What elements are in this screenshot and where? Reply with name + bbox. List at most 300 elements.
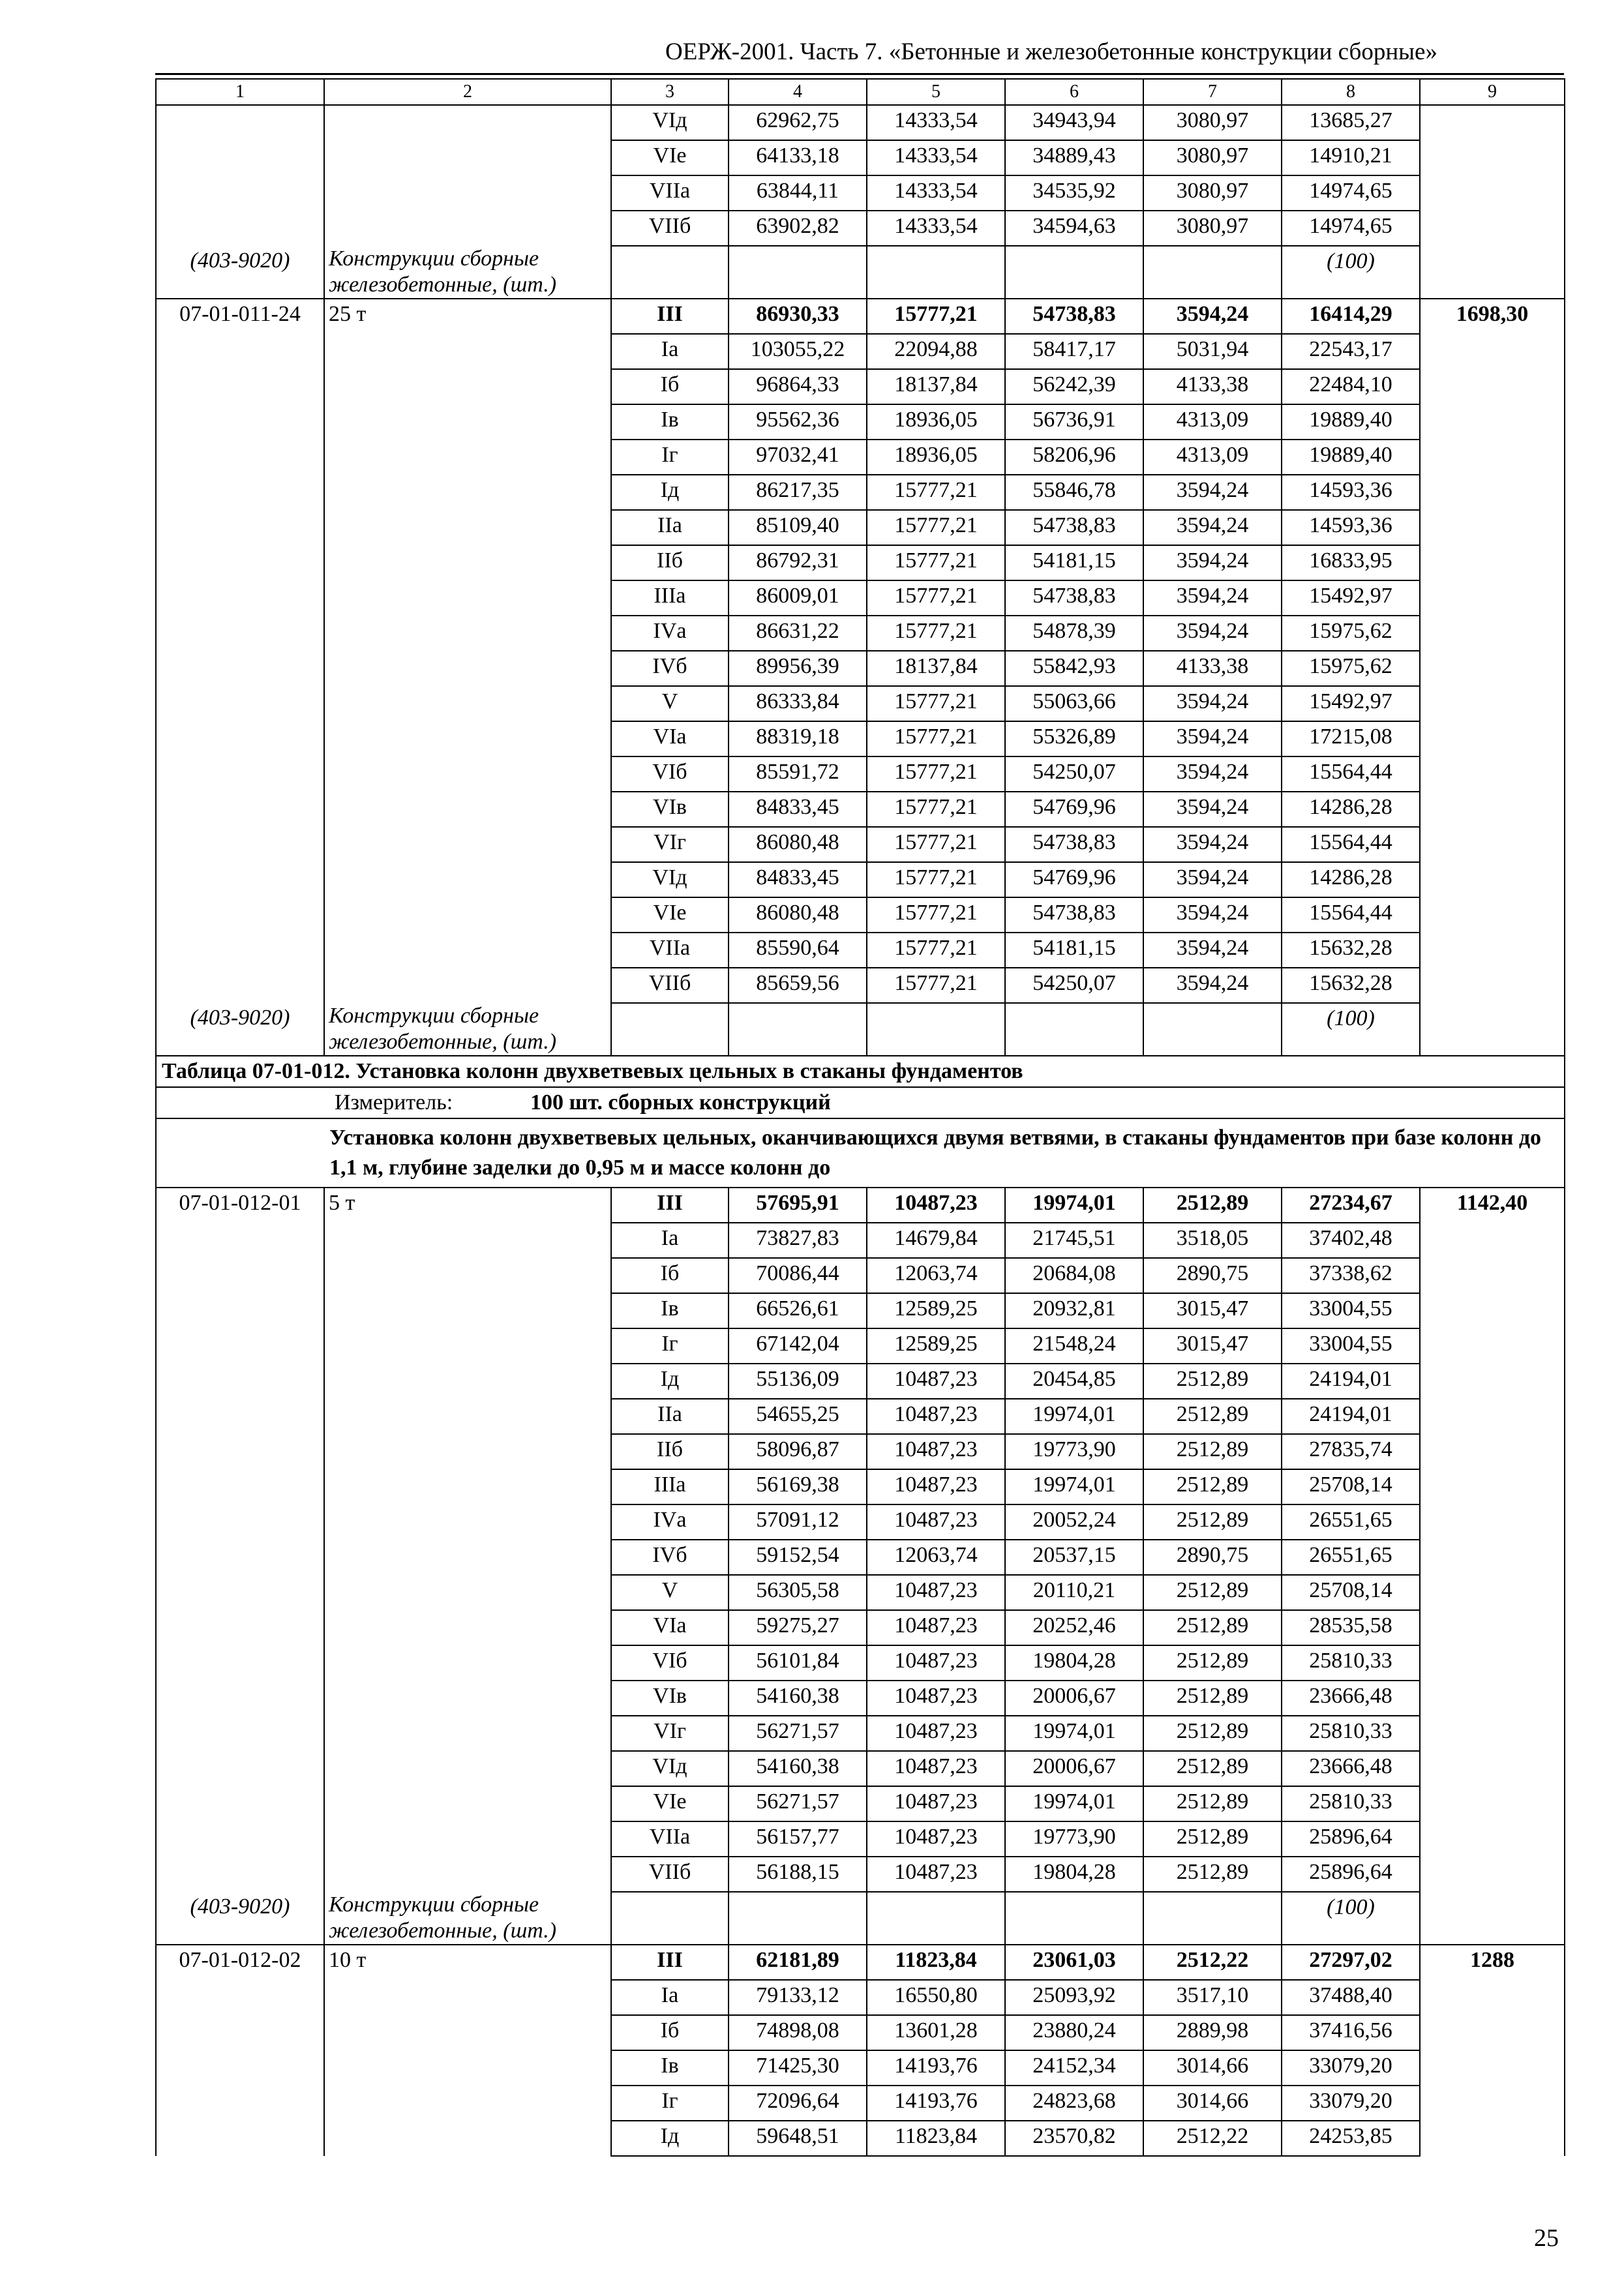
value-cell: 66526,61 [729,1293,867,1328]
rate-name-cell [324,721,611,756]
rate-name-cell [324,1751,611,1786]
value-cell: 70086,44 [729,1258,867,1293]
rate-name-cell [324,1540,611,1575]
labor-cell [1420,1399,1565,1434]
rate-name-cell [324,1857,611,1892]
labor-cell [1420,1434,1565,1469]
empty-cell [611,1892,729,1945]
rate-code-cell [156,1399,324,1434]
rate-name-cell [324,580,611,616]
rate-name-cell [324,1258,611,1293]
rate-code-cell [156,756,324,792]
rate-name-cell [324,369,611,404]
labor-cell [1420,651,1565,686]
rate-code-cell [156,580,324,616]
value-cell: 3594,24 [1143,721,1282,756]
table-row [156,2086,1565,2121]
zone-cell: VIе [611,1786,729,1821]
rates-table [155,78,1565,2157]
value-cell: 33079,20 [1282,2050,1420,2086]
zone-cell: Iв [611,404,729,440]
value-cell: 14593,36 [1282,475,1420,510]
value-cell: 10487,23 [867,1645,1005,1681]
value-cell: 25708,14 [1282,1469,1420,1504]
table-row [156,211,1565,246]
value-cell: 62181,89 [729,1945,867,1980]
zone-cell: III [611,1945,729,1980]
table-row [156,1469,1565,1504]
table-row [156,140,1565,175]
value-cell: 96864,33 [729,369,867,404]
labor-cell [1420,475,1565,510]
value-cell: 2512,89 [1143,1716,1282,1751]
labor-cell [1420,1540,1565,1575]
value-cell: 23880,24 [1005,2015,1143,2050]
value-cell: 16414,29 [1282,299,1420,334]
table-row [156,1188,1565,1223]
value-cell: 56169,38 [729,1469,867,1504]
zone-cell: V [611,1575,729,1610]
table-row [156,545,1565,580]
value-cell: 4313,09 [1143,404,1282,440]
value-cell: 85590,64 [729,933,867,968]
rate-code-cell [156,1821,324,1857]
rate-name-cell [324,2050,611,2086]
zone-cell: IIб [611,1434,729,1469]
labor-cell [1420,1681,1565,1716]
column-number-row [156,79,1565,105]
value-cell: 3517,10 [1143,1980,1282,2015]
value-cell: 86080,48 [729,897,867,933]
value-cell: 27234,67 [1282,1188,1420,1223]
rate-code-cell [156,2015,324,2050]
value-cell: 27297,02 [1282,1945,1420,1980]
value-cell: 33079,20 [1282,2086,1420,2121]
rate-name-cell [324,1293,611,1328]
empty-cell [1005,1892,1143,1945]
labor-cell [1420,2015,1565,2050]
labor-cell [1420,1575,1565,1610]
value-cell: 37416,56 [1282,2015,1420,2050]
rate-code-cell [156,440,324,475]
value-cell: 10487,23 [867,1364,1005,1399]
value-cell: 19974,01 [1005,1716,1143,1751]
rate-code-cell [156,140,324,175]
value-cell: 20932,81 [1005,1293,1143,1328]
value-cell: 34889,43 [1005,140,1143,175]
value-cell: 14333,54 [867,140,1005,175]
value-cell: 10487,23 [867,1821,1005,1857]
table-row [156,369,1565,404]
table-row [156,1980,1565,2015]
rate-code-cell [156,545,324,580]
table-row [156,175,1565,211]
work-description: Установка колонн двухветвевых цельных, оканчивающихся двумя ветвями, в стаканы фундаментов при базе колонн до 1,1 м, глубине заделки до 0,95 м и массе колонн до [324,1118,1565,1188]
rate-code-cell [156,510,324,545]
rate-code-cell [156,616,324,651]
rate-code-cell [156,334,324,369]
value-cell: 3014,66 [1143,2086,1282,2121]
value-cell: 25810,33 [1282,1716,1420,1751]
value-cell: 21745,51 [1005,1223,1143,1258]
labor-cell [1420,756,1565,792]
value-cell: 59275,27 [729,1610,867,1645]
table-row [156,968,1565,1003]
value-cell: 25896,64 [1282,1857,1420,1892]
value-cell: 15492,97 [1282,580,1420,616]
value-cell: 67142,04 [729,1328,867,1364]
rate-name-cell [324,140,611,175]
value-cell: 2512,89 [1143,1821,1282,1857]
value-cell: 19773,90 [1005,1434,1143,1469]
value-cell: 15777,21 [867,580,1005,616]
rate-code-cell [156,1645,324,1681]
value-cell: 3594,24 [1143,545,1282,580]
value-cell: 4133,38 [1143,369,1282,404]
labor-cell [1420,175,1565,211]
value-cell: 89956,39 [729,651,867,686]
value-cell: 59152,54 [729,1540,867,1575]
rate-code-cell [156,686,324,721]
labor-cell [1420,580,1565,616]
zone-cell: III [611,299,729,334]
value-cell: 54250,07 [1005,968,1143,1003]
value-cell: 86080,48 [729,827,867,862]
rate-code-cell [156,1857,324,1892]
zone-cell: Iа [611,1980,729,2015]
value-cell: 25093,92 [1005,1980,1143,2015]
labor-cell [1420,968,1565,1003]
empty-cell [1005,246,1143,299]
table-row [156,686,1565,721]
rate-code-cell [156,1223,324,1258]
rate-name-cell [324,2015,611,2050]
rate-name-cell [324,1645,611,1681]
value-cell: 14333,54 [867,211,1005,246]
zone-cell: VIIа [611,1821,729,1857]
value-cell: 2512,89 [1143,1188,1282,1223]
rate-name-cell: 25 т [324,299,611,334]
rate-name-cell: 10 т [324,1945,611,1980]
value-cell: 2512,89 [1143,1751,1282,1786]
value-cell: 20110,21 [1005,1575,1143,1610]
value-cell: 2512,89 [1143,1786,1282,1821]
value-cell: 3594,24 [1143,616,1282,651]
column-number: 1 [156,79,324,105]
value-cell: 63844,11 [729,175,867,211]
value-cell: 10487,23 [867,1751,1005,1786]
value-cell: 2512,89 [1143,1857,1282,1892]
value-cell: 10487,23 [867,1434,1005,1469]
value-cell: 2512,89 [1143,1575,1282,1610]
value-cell: 2512,89 [1143,1610,1282,1645]
value-cell: 3594,24 [1143,299,1282,334]
rate-name-cell [324,897,611,933]
labor-cell [1420,369,1565,404]
material-row [156,246,1565,299]
rate-code-cell [156,1504,324,1540]
table-row [156,721,1565,756]
value-cell: 24823,68 [1005,2086,1143,2121]
value-cell: 3594,24 [1143,580,1282,616]
labor-cell [1420,1786,1565,1821]
empty-cell [1420,246,1565,299]
value-cell: 2512,89 [1143,1681,1282,1716]
zone-cell: Iб [611,369,729,404]
value-cell: 2512,89 [1143,1504,1282,1540]
value-cell: 22484,10 [1282,369,1420,404]
value-cell: 10487,23 [867,1786,1005,1821]
table-row [156,1434,1565,1469]
labor-cell [1420,2050,1565,2086]
value-cell: 13601,28 [867,2015,1005,2050]
column-number: 5 [867,79,1005,105]
rate-name-cell [324,404,611,440]
value-cell: 10487,23 [867,1504,1005,1540]
rate-code-cell [156,2086,324,2121]
value-cell: 26551,65 [1282,1540,1420,1575]
rate-code-cell [156,1469,324,1504]
value-cell: 34594,63 [1005,211,1143,246]
value-cell: 14974,65 [1282,211,1420,246]
value-cell: 12589,25 [867,1293,1005,1328]
table-row [156,1857,1565,1892]
value-cell: 15777,21 [867,721,1005,756]
value-cell: 19974,01 [1005,1188,1143,1223]
labor-cell [1420,1258,1565,1293]
value-cell: 2512,89 [1143,1469,1282,1504]
table-row [156,2015,1565,2050]
value-cell: 20006,67 [1005,1681,1143,1716]
table-row [156,862,1565,897]
value-cell: 19889,40 [1282,440,1420,475]
value-cell: 56188,15 [729,1857,867,1892]
value-cell: 3080,97 [1143,211,1282,246]
value-cell: 14286,28 [1282,862,1420,897]
empty-cell [867,1892,1005,1945]
value-cell: 59648,51 [729,2121,867,2156]
rate-code-cell [156,475,324,510]
zone-cell: IIб [611,545,729,580]
value-cell: 3594,24 [1143,792,1282,827]
rate-code-cell [156,105,324,140]
rate-name-cell [324,1469,611,1504]
labor-cell [1420,545,1565,580]
labor-cell [1420,211,1565,246]
rate-name-cell [324,827,611,862]
value-cell: 15777,21 [867,756,1005,792]
rate-name-cell [324,510,611,545]
value-cell: 10487,23 [867,1857,1005,1892]
value-cell: 19974,01 [1005,1786,1143,1821]
rate-name-cell [324,334,611,369]
rate-name-cell [324,1786,611,1821]
table-title: Таблица 07-01-012. Установка колонн двухветвевых цельных в стаканы фундаментов [156,1056,1565,1087]
labor-cell [1420,1751,1565,1786]
empty-cell [1143,1003,1282,1056]
material-qty: (100) [1282,1003,1420,1056]
value-cell: 24253,85 [1282,2121,1420,2156]
rate-code-cell: 07-01-012-02 [156,1945,324,1980]
rate-name-cell [324,756,611,792]
value-cell: 20006,67 [1005,1751,1143,1786]
value-cell: 15777,21 [867,968,1005,1003]
value-cell: 58417,17 [1005,334,1143,369]
zone-cell: Iв [611,1293,729,1328]
rate-name-cell [324,862,611,897]
empty-cell [1005,1003,1143,1056]
value-cell: 15564,44 [1282,756,1420,792]
material-row [156,1003,1565,1056]
rate-code-cell [156,827,324,862]
material-label: Конструкции сборные железобетонные, (шт.) [324,246,611,299]
value-cell: 15975,62 [1282,651,1420,686]
table-row [156,792,1565,827]
value-cell: 86792,31 [729,545,867,580]
zone-cell: IVа [611,616,729,651]
value-cell: 12063,74 [867,1540,1005,1575]
zone-cell: Iа [611,1223,729,1258]
value-cell: 34943,94 [1005,105,1143,140]
table-row [156,616,1565,651]
zone-cell: III [611,1188,729,1223]
value-cell: 85109,40 [729,510,867,545]
value-cell: 15632,28 [1282,933,1420,968]
zone-cell: VIIа [611,175,729,211]
value-cell: 56736,91 [1005,404,1143,440]
table-row [156,1399,1565,1434]
value-cell: 15777,21 [867,792,1005,827]
page-number: 25 [1534,2224,1559,2252]
value-cell: 37338,62 [1282,1258,1420,1293]
table-row [156,1610,1565,1645]
value-cell: 85591,72 [729,756,867,792]
rate-name-cell [324,1610,611,1645]
table-row [156,827,1565,862]
value-cell: 33004,55 [1282,1293,1420,1328]
column-number: 2 [324,79,611,105]
value-cell: 10487,23 [867,1681,1005,1716]
zone-cell: VIв [611,792,729,827]
value-cell: 5031,94 [1143,334,1282,369]
value-cell: 58206,96 [1005,440,1143,475]
labor-cell [1420,1504,1565,1540]
table-row [156,1575,1565,1610]
material-code: (403-9020) [156,246,324,299]
rate-name-cell [324,1364,611,1399]
rate-code-cell [156,1681,324,1716]
labor-cell [1420,721,1565,756]
rate-code-cell [156,2121,324,2156]
table-row [156,1258,1565,1293]
value-cell: 2512,89 [1143,1434,1282,1469]
value-cell: 74898,08 [729,2015,867,2050]
value-cell: 86009,01 [729,580,867,616]
value-cell: 14679,84 [867,1223,1005,1258]
value-cell: 86333,84 [729,686,867,721]
value-cell: 23666,48 [1282,1751,1420,1786]
zone-cell: VIIа [611,933,729,968]
value-cell: 79133,12 [729,1980,867,2015]
value-cell: 54160,38 [729,1751,867,1786]
rate-name-cell [324,968,611,1003]
column-number: 3 [611,79,729,105]
value-cell: 15564,44 [1282,827,1420,862]
value-cell: 3080,97 [1143,175,1282,211]
labor-cell: 1142,40 [1420,1188,1565,1223]
table-row [156,1328,1565,1364]
value-cell: 22094,88 [867,334,1005,369]
labor-cell [1420,440,1565,475]
value-cell: 56305,58 [729,1575,867,1610]
empty-cell [1420,1892,1565,1945]
value-cell: 15632,28 [1282,968,1420,1003]
empty-cell [156,1118,324,1188]
column-number: 9 [1420,79,1565,105]
value-cell: 19773,90 [1005,1821,1143,1857]
table-row [156,1786,1565,1821]
labor-cell [1420,1980,1565,2015]
zone-cell: IIа [611,1399,729,1434]
zone-cell: Iа [611,334,729,369]
zone-cell: Iд [611,2121,729,2156]
description-row [156,1118,1565,1188]
value-cell: 24194,01 [1282,1399,1420,1434]
labor-cell [1420,1293,1565,1328]
zone-cell: IIа [611,510,729,545]
table-row [156,334,1565,369]
value-cell: 12589,25 [867,1328,1005,1364]
rate-code-cell [156,1716,324,1751]
value-cell: 20684,08 [1005,1258,1143,1293]
rate-name-cell [324,792,611,827]
value-cell: 54160,38 [729,1681,867,1716]
rate-code-cell [156,1751,324,1786]
value-cell: 24152,34 [1005,2050,1143,2086]
table-row [156,1504,1565,1540]
material-label: Конструкции сборные железобетонные, (шт.) [324,1892,611,1945]
table-row [156,1364,1565,1399]
table-row [156,580,1565,616]
value-cell: 3594,24 [1143,897,1282,933]
rate-code-cell [156,792,324,827]
value-cell: 20052,24 [1005,1504,1143,1540]
empty-cell [1420,1003,1565,1056]
table-row [156,1293,1565,1328]
value-cell: 64133,18 [729,140,867,175]
material-qty: (100) [1282,246,1420,299]
table-row [156,440,1565,475]
value-cell: 18936,05 [867,404,1005,440]
rate-code-cell: 07-01-011-24 [156,299,324,334]
meter-label: Измеритель: [335,1090,453,1115]
table-title-row [156,1056,1565,1087]
value-cell: 16833,95 [1282,545,1420,580]
rate-name-cell [324,651,611,686]
zone-cell: VIIб [611,968,729,1003]
zone-cell: VIа [611,721,729,756]
table-row [156,475,1565,510]
value-cell: 17215,08 [1282,721,1420,756]
zone-cell: VIд [611,1751,729,1786]
value-cell: 23570,82 [1005,2121,1143,2156]
rate-name-cell [324,1399,611,1434]
value-cell: 12063,74 [867,1258,1005,1293]
rate-name-cell [324,440,611,475]
empty-cell [611,1003,729,1056]
zone-cell: IVб [611,1540,729,1575]
value-cell: 55326,89 [1005,721,1143,756]
